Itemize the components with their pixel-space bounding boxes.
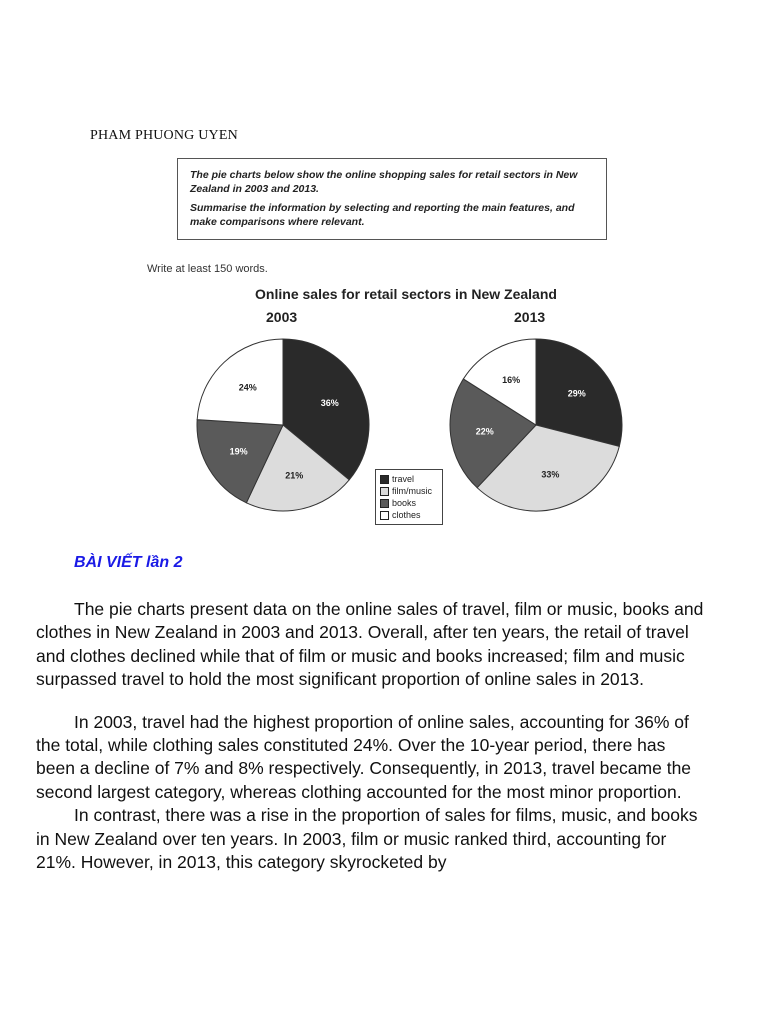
legend-swatch-travel <box>380 475 389 484</box>
legend-label-film-music: film/music <box>392 486 432 496</box>
pie-2013-label-books: 22% <box>475 426 494 437</box>
pie-2013-label-travel: 29% <box>567 388 586 399</box>
pie-2003-label-film-music: 21% <box>285 470 304 481</box>
legend-swatch-clothes <box>380 511 389 520</box>
essay-paragraph-3: In contrast, there was a rise in the proportion of sales for films, music, and books in New Zealand over ten years. In 2003, film or music ranked third, accounting for 21%. However, in 2013, this category skyrocketed by <box>36 805 698 873</box>
essay-paragraph-2: In 2003, travel had the highest proportion of online sales, accounting for 36% of the total, while clothing sales constituted 24%. Over the 10-year period, there has been a decline of 7% and 8% respectively. Consequently, in 2013, travel became the second largest category, whereas clothing accounted for the most minor proportion. <box>36 711 692 802</box>
legend-label-travel: travel <box>392 474 415 484</box>
legend-item-travel <box>380 473 438 485</box>
chart-legend <box>375 469 443 525</box>
legend-label-books: books <box>392 498 417 508</box>
legend-swatch-books <box>380 499 389 508</box>
pie-2003-label-travel: 36% <box>320 398 339 408</box>
essay-heading: BÀI VIẾT lần 2 <box>74 554 183 571</box>
legend-item-film-music <box>380 485 438 497</box>
essay-paragraph-1: The pie charts present data on the online sales of travel, film or music, books and clothes in New Zealand in 2003 and 2013. Overall, after ten years, the retail of travel and clothes declined while that of film or music and books increased; film and music surpassed travel to hold the most significant proportion of online sales in 2013. <box>36 599 704 690</box>
author-name: PHAM PHUONG UYEN <box>90 128 238 143</box>
task-line-2: Summarise the information by selecting and reporting the main features, and make comparisons where relevant. <box>190 201 575 228</box>
pie-year-label-2013: 2013 <box>514 309 546 325</box>
pie-2003-label-books: 19% <box>229 446 248 457</box>
pie-year-label-2003: 2003 <box>266 309 298 325</box>
legend-item-books <box>380 497 438 509</box>
essay-body <box>36 598 704 874</box>
chart-title: Online sales for retail sectors in New Zealand <box>255 286 557 302</box>
legend-label-clothes: clothes <box>392 510 421 520</box>
pie-2013-label-clothes: 16% <box>502 374 521 385</box>
word-count-instruction: Write at least 150 words. <box>147 263 268 275</box>
pie-2003-label-clothes: 24% <box>238 382 257 393</box>
pie-2013-label-film-music: 33% <box>541 469 560 480</box>
legend-item-clothes <box>380 509 438 521</box>
task-line-1: The pie charts below show the online shopping sales for retail sectors in New Zealand in 2003 and 2013. <box>190 169 578 195</box>
legend-swatch-film-music <box>380 487 389 496</box>
